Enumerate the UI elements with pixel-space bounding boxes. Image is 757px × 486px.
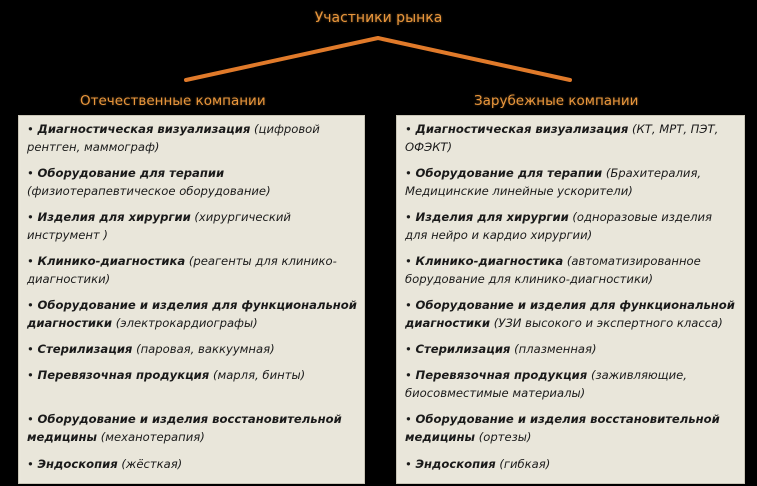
- heading-foreign: Зарубежные компании: [474, 93, 639, 109]
- panel-domestic: [18, 115, 365, 484]
- list-item: • Стерилизация (плазменная): [405, 342, 597, 356]
- heading-domestic: Отечественные компании: [80, 93, 266, 109]
- list-item: • Перевязочная продукция (марля, бинты): [27, 368, 306, 382]
- list-item: • Клинико-диагностика (реагенты для клинико-диагностики): [27, 254, 337, 286]
- list-item: • Стерилизация (паровая, ваккуумная): [27, 342, 275, 356]
- list-item: • Диагностическая визуализация (цифровой рентген, маммограф): [27, 122, 320, 154]
- panel-foreign: [396, 115, 745, 484]
- list-item: • Оборудование для терапии (Брахитералия, Медицинские линейные ускорители): [405, 166, 702, 198]
- list-item: • Изделия для хирургии (хирургический инструмент ): [27, 210, 291, 242]
- list-item: • Оборудование и изделия восстановительной медицины (механотерапия): [27, 412, 342, 444]
- list-item: • Диагностическая визуализация (КТ, МРТ, ПЭТ, ОФЭКТ): [405, 122, 719, 154]
- diagram-title: Участники рынка: [314, 10, 443, 26]
- list-item: • Оборудование для терапии (физиотерапевтическое оборудование): [27, 166, 271, 198]
- list-item: • Изделия для хирургии (одноразовые изделия для нейро и кардио хирургии): [405, 210, 712, 242]
- list-item: • Клинико-диагностика (автоматизированное борудование для клинико-диагностики): [405, 254, 701, 286]
- list-item: • Оборудование и изделия восстановительной медицины (ортезы): [405, 412, 720, 444]
- list-item: • Перевязочная продукция (заживляющие, биосовместимые материалы): [405, 368, 687, 400]
- list-item: • Эндоскопия (жёсткая): [27, 457, 183, 471]
- list-item: • Оборудование и изделия для функциональной диагностики (УЗИ высокого и экспертного класса): [405, 298, 735, 330]
- list-item: • Оборудование и изделия для функциональной диагностики (электрокардиографы): [27, 298, 357, 330]
- list-item: • Эндоскопия (гибкая): [405, 457, 551, 471]
